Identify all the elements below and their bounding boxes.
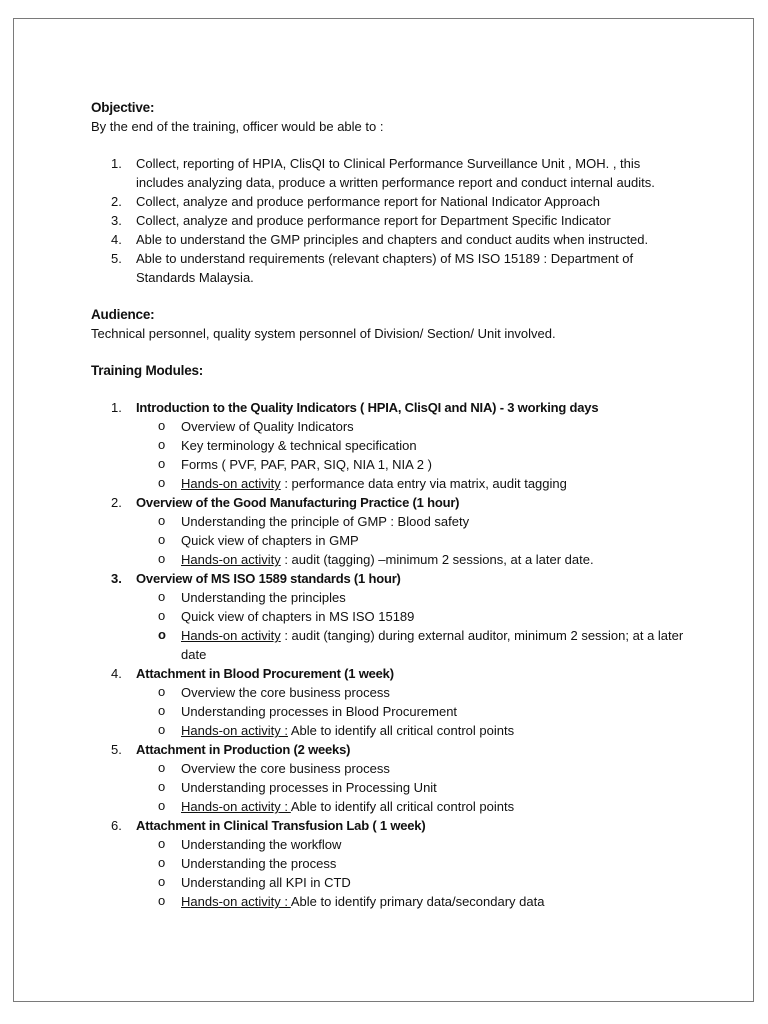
module-topic-text: Quick view of chapters in GMP [181,533,359,548]
training-module [91,569,691,664]
objective-item [91,249,691,287]
bullet-icon: o [158,475,166,490]
module-topic [136,683,691,702]
training-module [91,664,691,740]
module-topic-text: Able to identify all critical control points [287,723,515,738]
module-topic-text: Understanding processes in Processing Unit [181,780,437,795]
module-topic-list [136,835,691,911]
objective-item-text: Collect, analyze and produce performance report for Department Specific Indicator [136,213,611,228]
module-topic [136,417,691,436]
hands-on-label: Hands-on activity [181,628,281,643]
bullet-icon: o [158,684,166,699]
bullet-icon: o [158,513,166,528]
hands-on-label: Hands-on activity : [181,799,291,814]
bullet-icon: o [158,722,166,737]
module-topic-text: : audit (tanging) during external auditor, minimum 2 session; at a later date [181,628,684,662]
module-topic-list [136,588,691,664]
objective-item-number: 3. [111,213,122,228]
module-topic-list [136,683,691,740]
module-title: Overview of the Good Manufacturing Practice (1 hour) [136,495,460,510]
module-topic [136,455,691,474]
module-topic-text: : audit (tagging) –minimum 2 sessions, at a later date. [280,552,594,567]
hands-on-label: Hands-on activity : [181,894,291,909]
module-number: 4. [111,666,122,681]
module-topic-text: Quick view of chapters in MS ISO 15189 [181,609,415,624]
document-page [13,18,754,1002]
objective-item [91,211,691,230]
module-topic-text: Understanding the principle of GMP : Blood safety [181,514,470,529]
module-topic-text: Understanding the workflow [181,837,342,852]
training-module [91,740,691,816]
module-topic [136,436,691,455]
objective-item-text: Able to understand the GMP principles and chapters and conduct audits when instructed. [136,232,649,247]
bullet-icon: o [158,798,166,813]
objective-item-number: 2. [111,194,122,209]
training-module [91,493,691,569]
bullet-icon: o [158,456,166,471]
module-topic-text: Understanding all KPI in CTD [181,875,351,890]
objective-intro: By the end of the training, officer would be able to : [91,119,384,134]
module-title: Overview of MS ISO 1589 standards (1 hour) [136,571,401,586]
module-topic [136,778,691,797]
objective-list [91,154,691,287]
module-topic-text: Understanding processes in Blood Procurement [181,704,458,719]
module-topic-list [136,417,691,493]
objective-item-number: 1. [111,156,122,171]
hands-on-label: Hands-on activity : [181,723,288,738]
module-topic [136,512,691,531]
bullet-icon: o [158,437,166,452]
bullet-icon: o [158,608,166,623]
objective-item-number: 4. [111,232,122,247]
bullet-icon: o [158,627,166,642]
training-modules-heading: Training Modules: [91,363,204,378]
module-topic [136,797,691,816]
module-topic-text: Overview the core business process [181,761,390,776]
hands-on-label: Hands-on activity [181,476,281,491]
module-topic [136,873,691,892]
module-topic [136,531,691,550]
bullet-icon: o [158,760,166,775]
bullet-icon: o [158,893,166,908]
objective-item-text: Collect, analyze and produce performance report for National Indicator Approach [136,194,600,209]
module-topic-text: Forms ( PVF, PAF, PAR, SIQ, NIA 1, NIA 2 ) [181,457,432,472]
training-module [91,398,691,493]
module-number: 5. [111,742,122,757]
hands-on-label: Hands-on activity [181,552,281,567]
audience-heading: Audience: [91,307,155,322]
module-topic [136,854,691,873]
objective-item [91,154,691,192]
objective-item [91,230,691,249]
module-topic [136,550,691,569]
bullet-icon: o [158,589,166,604]
bullet-icon: o [158,874,166,889]
training-modules-list [91,398,691,911]
bullet-icon: o [158,532,166,547]
module-title: Introduction to the Quality Indicators ( HPIA, ClisQI and NIA) - 3 working days [136,400,599,415]
module-topic [136,759,691,778]
module-topic-text: Overview of Quality Indicators [181,419,354,434]
audience-text: Technical personnel, quality system personnel of Division/ Section/ Unit involved. [91,326,556,341]
bullet-icon: o [158,855,166,870]
objective-item-text: Able to understand requirements (relevant chapters) of MS ISO 15189 : Department of Standards Malaysia. [136,251,634,285]
module-topic-text: Understanding the process [181,856,337,871]
module-number: 6. [111,818,122,833]
module-topic-list [136,759,691,816]
module-topic [136,607,691,626]
bullet-icon: o [158,703,166,718]
bullet-icon: o [158,418,166,433]
document-content [91,98,691,911]
module-topic [136,588,691,607]
module-topic-text: Able to identify all critical control points [290,799,515,814]
module-topic [136,474,691,493]
module-topic-text: : performance data entry via matrix, audit tagging [280,476,567,491]
module-topic-text: Key terminology & technical specification [181,438,417,453]
training-module [91,816,691,911]
module-topic [136,626,691,664]
objective-heading: Objective: [91,100,155,115]
module-topic-text: Overview the core business process [181,685,390,700]
module-topic [136,835,691,854]
module-number: 1. [111,400,122,415]
module-number: 3. [111,571,122,586]
module-topic [136,721,691,740]
module-topic-text: Understanding the principles [181,590,346,605]
objective-item-number: 5. [111,251,122,266]
objective-item-text: Collect, reporting of HPIA, ClisQI to Clinical Performance Surveillance Unit , MOH. , this includes analyzing data, produce a written performance report and conduct internal audits. [136,156,655,190]
module-topic-text: Able to identify primary data/secondary data [290,894,545,909]
module-number: 2. [111,495,122,510]
bullet-icon: o [158,779,166,794]
module-topic [136,892,691,911]
bullet-icon: o [158,836,166,851]
bullet-icon: o [158,551,166,566]
module-topic-list [136,512,691,569]
module-title: Attachment in Blood Procurement (1 week) [136,666,394,681]
objective-item [91,192,691,211]
module-title: Attachment in Clinical Transfusion Lab ( 1 week) [136,818,426,833]
module-title: Attachment in Production (2 weeks) [136,742,351,757]
module-topic [136,702,691,721]
